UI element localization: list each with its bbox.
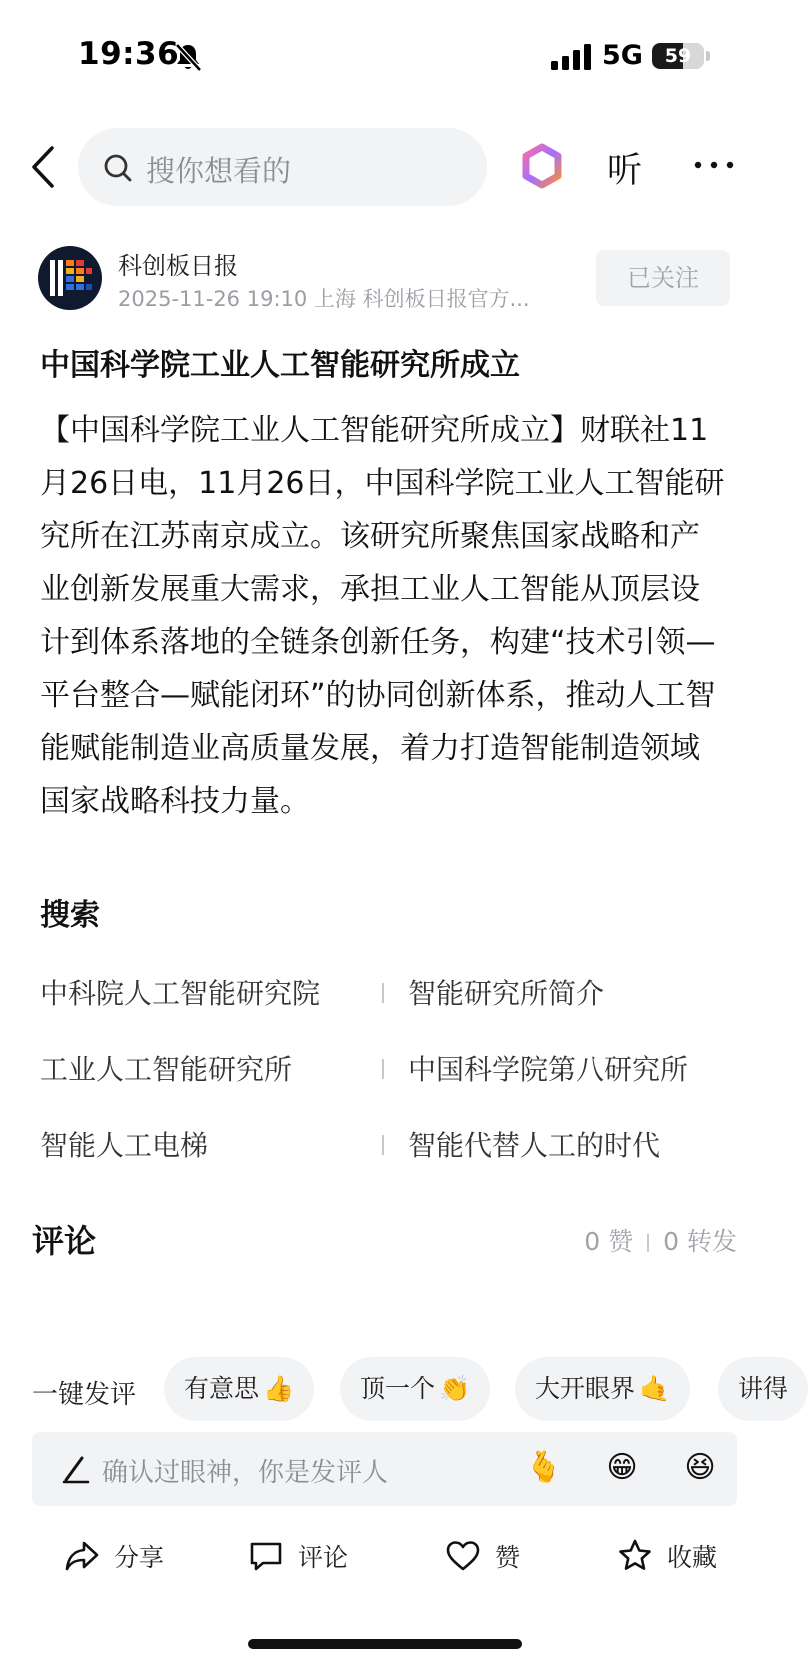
share-icon [64, 1538, 100, 1574]
thumbs-up-icon: 👍 [263, 1374, 295, 1403]
search-suggestion[interactable]: 智能研究所简介 [408, 977, 605, 1010]
follow-button[interactable]: 已关注 [596, 250, 730, 306]
finger-heart-emoji-button[interactable]: 🫰 [525, 1450, 563, 1485]
comment-label: 评论 [298, 1543, 349, 1572]
comments-heading: 评论 [32, 1222, 97, 1260]
quick-comment-chip[interactable] [515, 1357, 690, 1421]
battery-icon [652, 43, 704, 69]
comment-button[interactable] [248, 1536, 348, 1576]
divider [382, 1059, 384, 1079]
call-me-hand-icon: 🤙 [639, 1374, 671, 1403]
chip-text: 有意思 [184, 1374, 260, 1403]
search-suggestion[interactable]: 智能代替人工的时代 [408, 1129, 661, 1162]
article-body: 【中国科学院工业人工智能研究所成立】财联社11月26日电，11月26日，中国科学院工业人工智能研究所在江苏南京成立。该研究所聚焦国家战略和产业创新发展重大需求，承担工业人工智能从顶层设计到体系落地的全链条创新任务，构建“技术引领—平台整合—赋能闭环”的协同创新体系，推动人工智能赋能制造业高质量发展，着力打造智能制造领域国家战略科技力量。 [40, 413, 725, 819]
divider [647, 1234, 649, 1252]
share-button[interactable] [64, 1536, 164, 1576]
author-meta: 2025-11-26 19:10 上海 科创板日报官方... [118, 287, 530, 311]
author-logo [38, 246, 102, 310]
search-icon [102, 152, 134, 184]
battery-percent: 59 [664, 45, 692, 67]
ai-assistant-icon[interactable] [520, 144, 564, 188]
chip-text: 大开眼界 [535, 1374, 636, 1403]
home-indicator [248, 1639, 522, 1649]
like-count: 0 赞 [584, 1227, 634, 1256]
search-suggestion[interactable]: 中国科学院第八研究所 [408, 1053, 689, 1086]
quick-comment-chip[interactable] [164, 1357, 314, 1421]
search-placeholder: 搜你想看的 [146, 154, 292, 188]
listen-button[interactable]: 听 [607, 151, 643, 191]
author-name[interactable]: 科创板日报 [118, 252, 238, 280]
repost-count: 0 转发 [663, 1227, 737, 1256]
favorite-button[interactable] [617, 1536, 717, 1576]
status-time: 19:36 [78, 36, 180, 72]
search-suggestion[interactable]: 中科院人工智能研究院 [40, 977, 321, 1010]
engagement-stats [584, 1222, 737, 1258]
back-button[interactable] [28, 142, 68, 192]
comment-placeholder: 确认过眼神，你是发评人 [102, 1458, 389, 1488]
search-input[interactable] [78, 128, 487, 206]
chip-text: 顶一个 [360, 1374, 436, 1403]
divider [382, 1135, 384, 1155]
cellular-signal-icon [551, 44, 591, 70]
article-title: 中国科学院工业人工智能研究所成立 [40, 348, 520, 383]
comment-input[interactable] [32, 1432, 737, 1506]
more-icon[interactable] [692, 150, 736, 180]
search-suggestion[interactable]: 工业人工智能研究所 [40, 1053, 293, 1086]
share-label: 分享 [114, 1543, 165, 1572]
like-button[interactable] [445, 1536, 520, 1576]
star-icon [617, 1538, 653, 1574]
battery-tip [706, 51, 710, 61]
like-label: 赞 [495, 1543, 521, 1572]
status-bar [0, 0, 769, 100]
quick-comment-label: 一键发评 [32, 1380, 137, 1410]
search-suggestion[interactable]: 智能人工电梯 [40, 1129, 209, 1162]
quick-comment-chip[interactable] [340, 1357, 490, 1421]
comment-icon [248, 1538, 284, 1574]
search-section-heading: 搜索 [40, 898, 100, 933]
clapping-hands-icon: 👏 [439, 1374, 471, 1403]
favorite-label: 收藏 [667, 1543, 718, 1572]
grinning-emoji-button[interactable]: 😁 [606, 1450, 638, 1485]
quick-comment-chip[interactable] [718, 1357, 808, 1421]
pen-icon [62, 1454, 90, 1484]
divider [382, 983, 384, 1003]
network-type: 5G [602, 40, 643, 71]
author-avatar[interactable] [38, 246, 102, 310]
heart-icon [445, 1538, 481, 1574]
chip-text: 讲得 [738, 1374, 789, 1403]
laughing-emoji-button[interactable]: 😆 [684, 1450, 716, 1485]
bell-off-icon [174, 42, 202, 72]
